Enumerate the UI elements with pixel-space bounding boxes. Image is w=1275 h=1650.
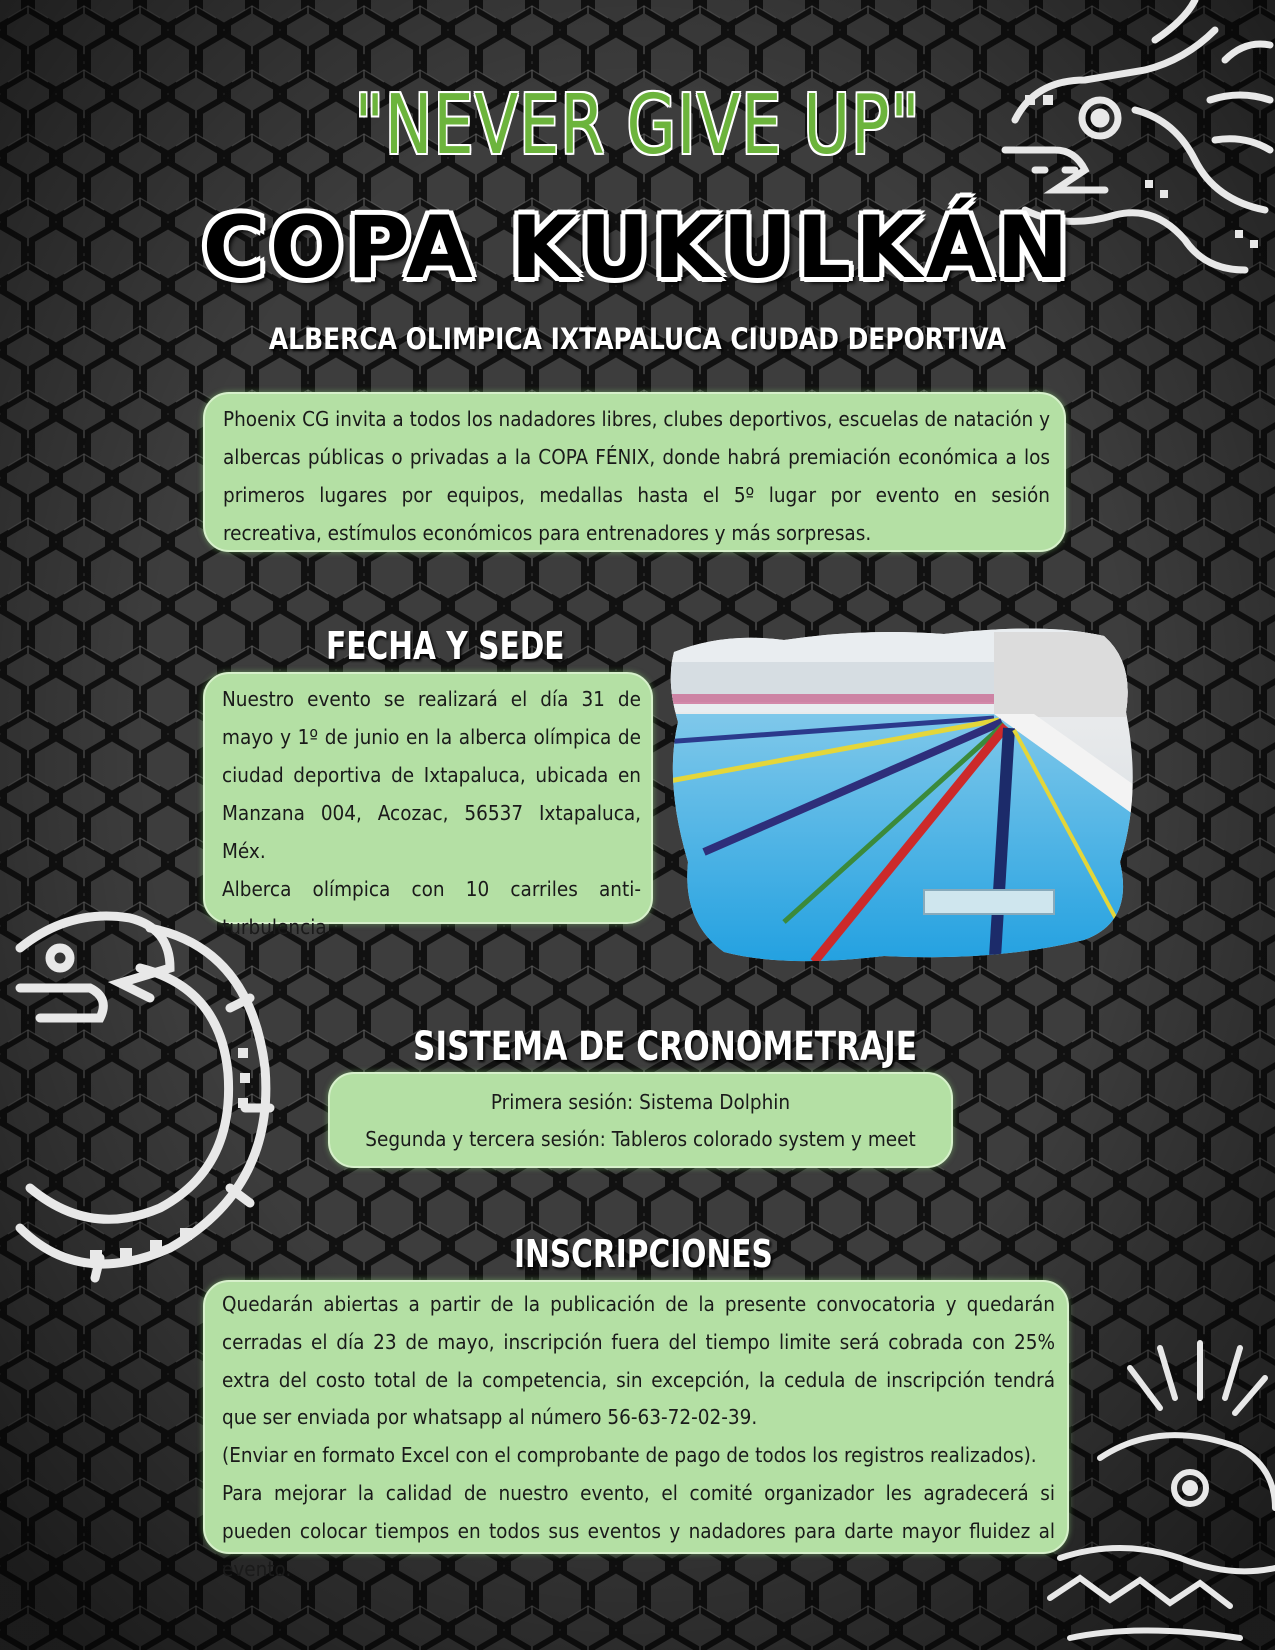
inscripciones-paragraph-1: Quedarán abiertas a partir de la publicación de la presente convocatoria y quedarán cerradas el día 23 de mayo, inscripción fuera del tiempo limite será cobrada con 25% extra del costo total de la competencia, sin excepción, la cedula de inscripción tendrá que ser enviada por whatsapp al número 56-63-72-02-39. — [222, 1292, 1055, 1430]
event-title: COPA KUKULKÁN — [202, 198, 1073, 298]
feathered-serpent-decoration-icon — [1040, 1338, 1275, 1650]
inscripciones-paragraph-3: Para mejorar la calidad de nuestro evento, el comité organizador les agradecerá si pueden colocar tiempos en todos sus eventos y nadadores para darte mayor fluidez al evento. — [222, 1480, 1055, 1581]
coiled-serpent-decoration-icon — [0, 888, 285, 1293]
intro-box — [203, 392, 1066, 552]
fecha-sede-heading: FECHA Y SEDE — [326, 624, 565, 668]
intro-text: Phoenix CG invita a todos los nadadores libres, clubes deportivos, escuelas de natación y albercas públicas o privadas a la COPA FÉNIX, donde habrá premiación económica a los primeros lugares por equipos, medallas hasta el 5º lugar por evento en sesión recreativa, estímulos económicos para entrenadores y más sorpresas. — [223, 407, 1050, 545]
fecha-sede-paragraph: Nuestro evento se realizará el día 31 de mayo y 1º de junio en la alberca olímpica de ciudad deportiva de Ixtapaluca, ubicada en Manzana 004, Acozac, 56537 Ixtapaluca, Méx. — [222, 687, 641, 863]
cronometraje-heading: SISTEMA DE CRONOMETRAJE — [413, 1024, 918, 1070]
venue-subtitle: ALBERCA OLIMPICA IXTAPALUCA CIUDAD DEPORTIVA — [268, 322, 1007, 356]
fecha-sede-box — [203, 672, 653, 939]
inscripciones-paragraph-2: (Enviar en formato Excel con el comprobante de pago de todos los registros realizados). — [222, 1443, 1037, 1468]
cronometraje-line-2: Segunda y tercera sesión: Tableros colorado system y meet — [365, 1127, 916, 1151]
inscripciones-heading: INSCRIPCIONES — [514, 1232, 773, 1276]
cronometraje-line-1: Primera sesión: Sistema Dolphin — [490, 1090, 791, 1114]
slogan-heading: "NEVER GIVE UP" — [354, 78, 921, 173]
pool-photo — [664, 622, 1144, 974]
pool-lanes-paragraph: Alberca olímpica con 10 carriles anti-turbulencia. — [222, 877, 641, 939]
inscripciones-box — [203, 1280, 1069, 1581]
cronometraje-box — [328, 1072, 953, 1168]
